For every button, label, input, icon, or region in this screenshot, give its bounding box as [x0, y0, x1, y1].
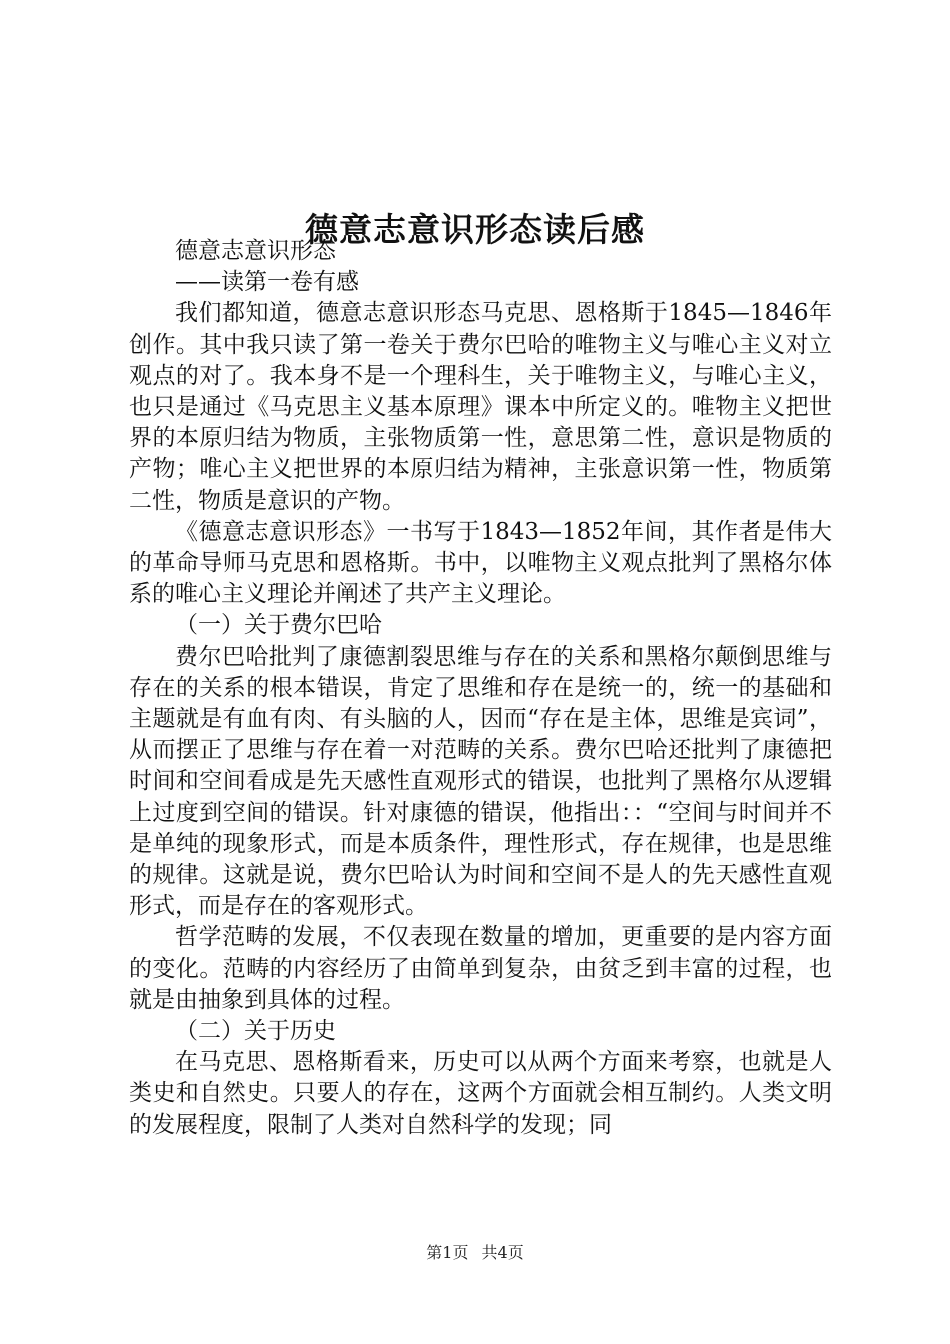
subtitle-subline: ——读第一卷有感	[175, 269, 359, 296]
paragraph-intro: 我们都知道，德意志意识形态马克思、恩格斯于1845—1846年创作。其中我只读了第一卷关于费尔巴哈的唯物主义与唯心主义对立观点的对了。我本身不是一个理科生，关于唯物主义，与唯心主义，也只是通过《马克思主义基本原理》课本中所定义的。唯物主义把世界的本原归结为物质，主张物质第一性，意思第二性，意识是物质的产物；唯心主义把世界的本原归结为精神，主张意识第一性，物质第二性，物质是意识的产物。	[129, 300, 832, 514]
document-title: 德意志意识形态读后感	[305, 210, 645, 250]
section-heading-history: （二）关于历史	[175, 1018, 336, 1045]
document-body	[129, 236, 832, 1141]
page-number: 第1页	[426, 1243, 469, 1262]
page-total: 共4页	[481, 1243, 524, 1262]
paragraph-book-summary: 《德意志意识形态》一书写于1843—1852年间，其作者是伟大的革命导师马克思和恩格斯。书中，以唯物主义观点批判了黑格尔体系的唯心主义理论并阐述了共产主义理论。	[129, 518, 832, 608]
paragraph-categories: 哲学范畴的发展，不仅表现在数量的增加，更重要的是内容方面的变化。范畴的内容经历了由简单到复杂，由贫乏到丰富的过程，也就是由抽象到具体的过程。	[129, 924, 832, 1013]
section-heading-feuerbach: （一）关于费尔巴哈	[175, 612, 382, 639]
subtitle-line: 德意志意识形态	[175, 238, 336, 264]
page-footer	[0, 1242, 950, 1264]
paragraph-history: 在马克思、恩格斯看来，历史可以从两个方面来考察，也就是人类史和自然史。只要人的存在，这两个方面就会相互制约。人类文明的发展程度，限制了人类对自然科学的发现；同	[129, 1049, 832, 1138]
paragraph-feuerbach: 费尔巴哈批判了康德割裂思维与存在的关系和黑格尔颠倒思维与存在的关系的根本错误，肯定了思维和存在是统一的，统一的基础和主题就是有血有肉、有头脑的人，因而“存在是主体，思维是宾词”，从而摆正了思维与存在着一对范畴的关系。费尔巴哈还批判了康德把时间和空间看成是先天感性直观形式的错误，也批判了黑格尔从逻辑上过度到空间的错误。针对康德的错误，他指出：：“空间与时间并不是单纯的现象形式，而是本质条件，理性形式，存在规律，也是思维的规律。这就是说，费尔巴哈认为时间和空间不是人的先天感性直观形式，而是存在的客观形式。	[129, 643, 832, 920]
